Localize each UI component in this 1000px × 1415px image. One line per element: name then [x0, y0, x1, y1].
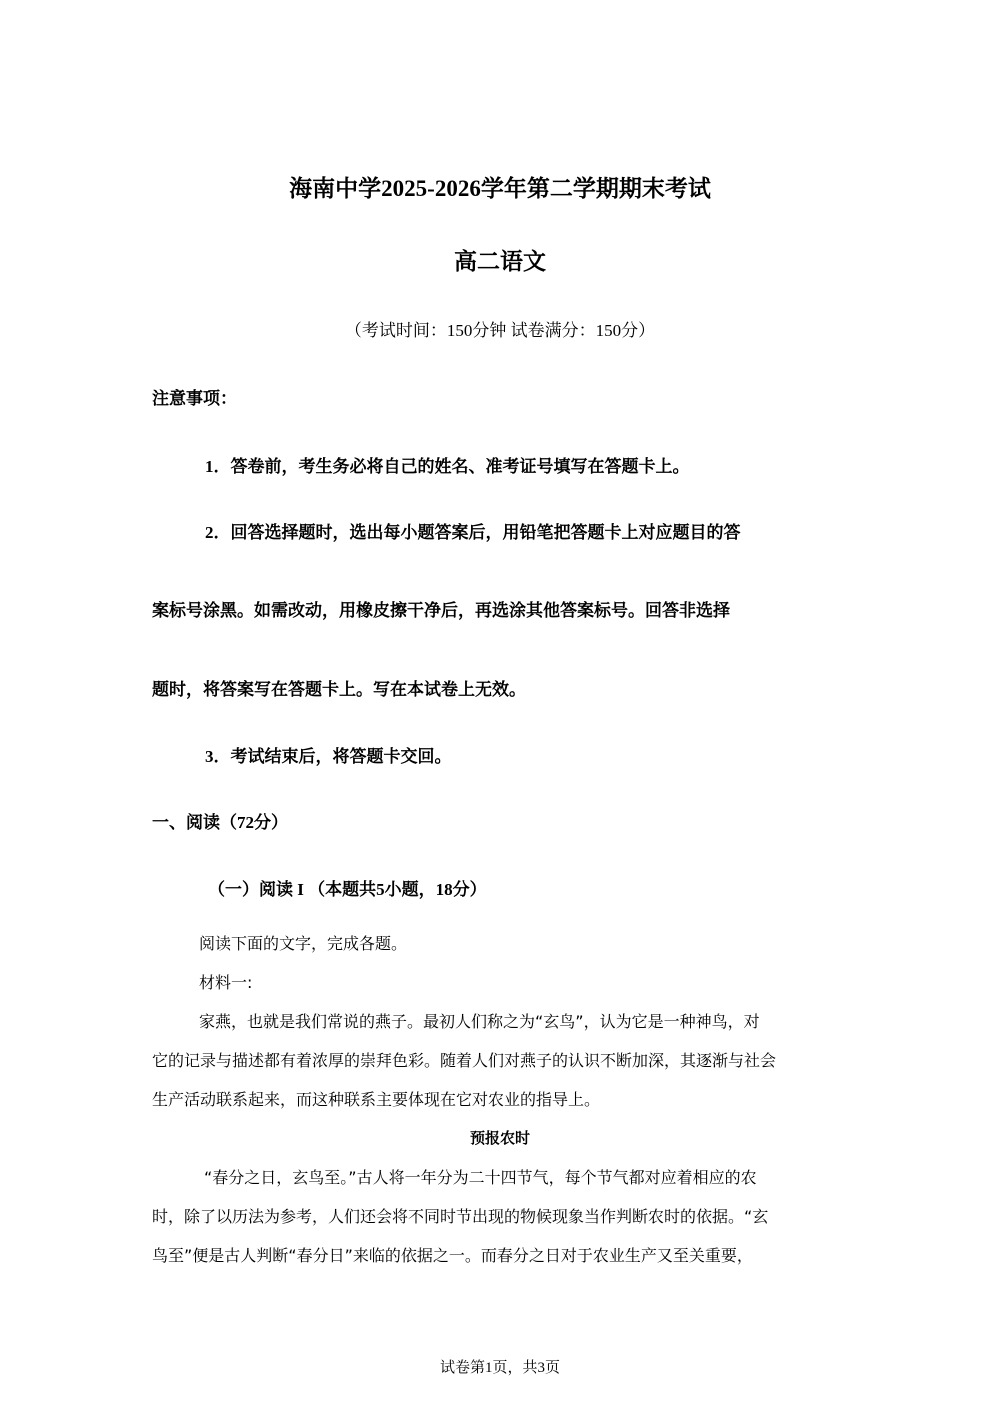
notice-item-2-line-2: 案标号涂黑。如需改动，用橡皮擦干净后，再选涂其他答案标号。回答非选择 — [152, 601, 730, 620]
farm-subheading: 预报农时 — [469, 1129, 530, 1147]
paragraph-1-line-3: 生产活动联系起来，而这种联系主要体现在它对农业的指导上。 — [152, 1090, 601, 1109]
paragraph-2-line-1: “春分之日，玄鸟至。”古人将一年分为二十四节气，每个节气都对应着相应的农 — [204, 1168, 757, 1187]
subject-title: 高二语文 — [454, 249, 546, 274]
page-footer: 试卷第1页，共3页 — [439, 1360, 560, 1376]
section-heading: 一、阅读（72分） — [152, 813, 288, 832]
notice-item-2-line-3: 题时，将答案写在答题卡上。写在本试卷上无效。 — [152, 680, 526, 699]
instruction-text: 阅读下面的文字，完成各题。 — [199, 934, 408, 953]
material-label: 材料一: — [199, 973, 253, 992]
exam-title: 海南中学2025-2026学年第二学期期末考试 — [289, 176, 711, 201]
notice-heading: 注意事项： — [152, 389, 237, 408]
paragraph-1-line-2: 它的记录与描述都有着浓厚的崇拜色彩。随着人们对燕子的认识不断加深，其逐渐与社会 — [152, 1051, 777, 1070]
paragraph-2-line-2: 时，除了以历法为参考，人们还会将不同时节出现的物候现象当作判断农时的依据。“玄 — [152, 1207, 769, 1226]
notice-item-3: 3．考试结束后，将答题卡交回。 — [205, 747, 452, 766]
notice-item-2-line-1: 2．回答选择题时，选出每小题答案后，用铅笔把答题卡上对应题目的答 — [205, 523, 741, 542]
paragraph-2-line-3: 鸟至”便是古人判断“春分日”来临的依据之一。而春分之日对于农业生产又至关重要， — [152, 1246, 753, 1265]
subsection-heading: （一）阅读 I （本题共5小题，18分） — [208, 880, 487, 899]
paragraph-1-line-1: 家燕，也就是我们常说的燕子。最初人们称之为“玄鸟”，认为它是一种神鸟，对 — [199, 1012, 760, 1031]
notice-item-1: 1．答卷前，考生务必将自己的姓名、准考证号填写在答题卡上。 — [205, 457, 690, 476]
exam-info: （考试时间：150分钟 试卷满分：150分） — [344, 321, 656, 340]
